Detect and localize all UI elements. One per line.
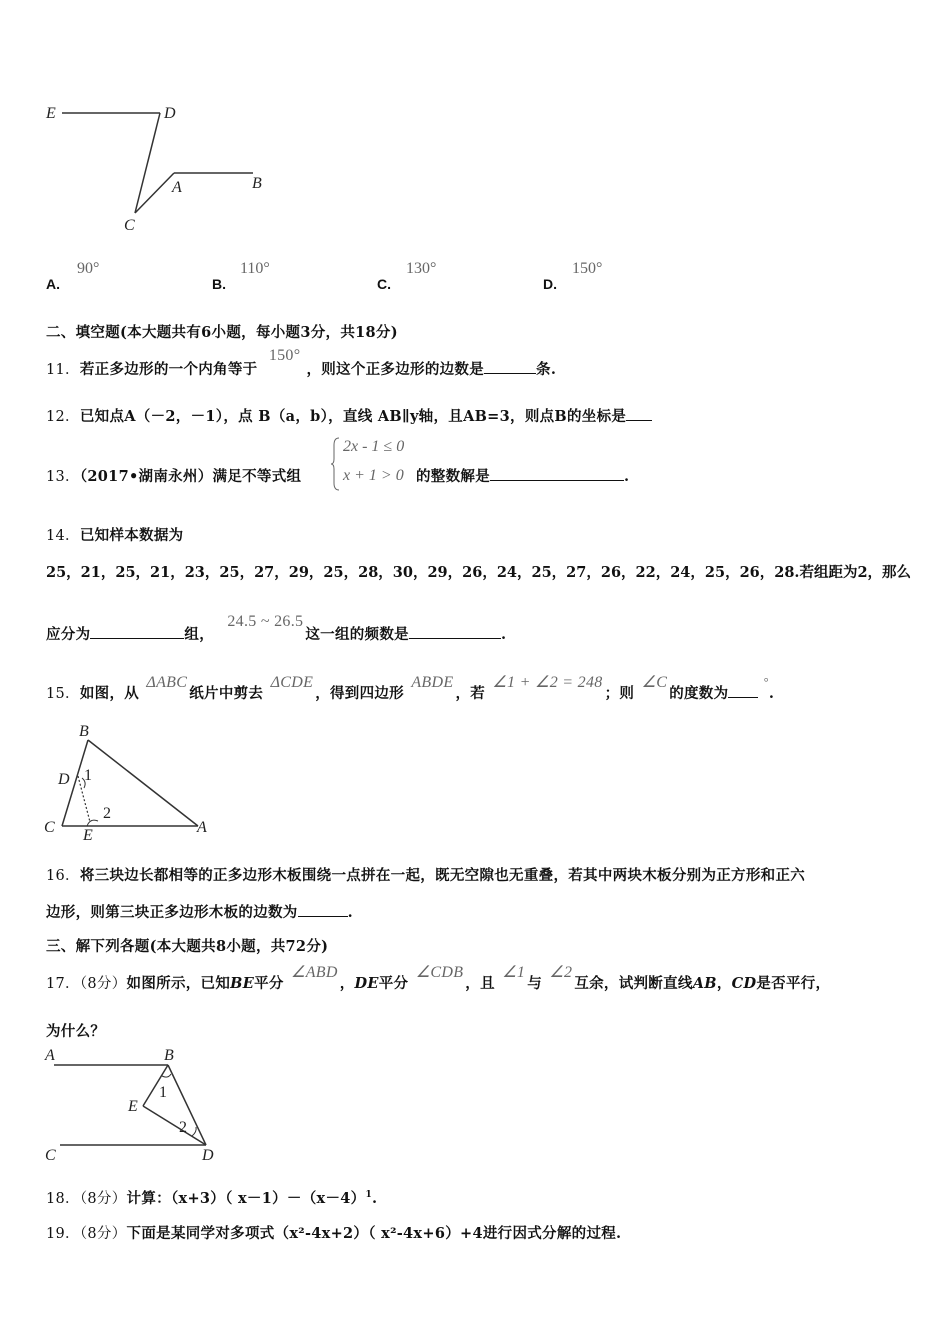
label-1: 1 <box>84 767 92 784</box>
q11-math: 150° <box>268 347 301 364</box>
question-13-tail: 的整数解是 . <box>416 468 630 485</box>
q17-line-2: 为什么？ <box>46 1023 106 1040</box>
q12-answer-blank[interactable] <box>626 406 652 421</box>
question-11: 11．若正多边形的一个内角等于 150°，则这个正多边形的边数是 条. <box>46 347 557 378</box>
option-b-value: 110° <box>240 260 270 277</box>
label-2: 2 <box>103 805 111 822</box>
label-E: E <box>128 1098 138 1115</box>
section-3-heading: 三、解下列各题(本大题共8小题，共72分) <box>46 938 329 955</box>
q13-answer-blank[interactable] <box>490 466 624 481</box>
q15-answer-blank[interactable] <box>728 683 758 698</box>
label-D: D <box>58 771 70 788</box>
option-a-value: 90° <box>77 260 100 277</box>
question-12: 12．已知点A（－2，－1），点 B（a，b），直线 AB∥y轴，且AB=3，则点B的坐标是 <box>46 405 652 426</box>
q11-answer-blank[interactable] <box>484 359 536 374</box>
q16-line-2: 边形，则第三块正多边形木板的边数为 . <box>46 904 353 921</box>
figure-angle-diagram <box>40 95 280 240</box>
q14-math-interval: 24.5 ~ 26.5 <box>227 613 304 630</box>
q13-inequality-1: 2x - 1 ≤ 0 <box>343 438 405 455</box>
label-E: E <box>46 105 56 122</box>
figure-parallel-lines <box>40 1045 230 1170</box>
q13-brace <box>331 437 341 491</box>
segment-CA <box>135 173 174 213</box>
section-2-heading: 二、填空题(本大题共有6小题，每小题3分，共18分) <box>46 324 398 341</box>
option-d-value: 150° <box>572 260 603 277</box>
label-1: 1 <box>159 1084 167 1101</box>
question-18: 18．（8分）计算：（x+3）（ $x-1)-(x-4)^1$. <box>46 1190 378 1207</box>
question-13: 13．（2017•湖南永州）满足不等式组 <box>46 468 302 485</box>
label-A: A <box>197 819 207 836</box>
label-2: 2 <box>179 1119 187 1136</box>
label-C: C <box>45 1147 56 1164</box>
question-19: 19．（8分）下面是某同学对多项式（x²-4x+2）（ x²-4x+6）+4进行因式分解的过程. <box>46 1225 622 1242</box>
label-B: B <box>79 723 89 740</box>
segment-DC <box>135 113 160 213</box>
question-14: 14．已知样本数据为 <box>46 527 184 544</box>
label-A: A <box>45 1047 55 1064</box>
q14-blank-frequency[interactable] <box>409 624 501 639</box>
q14-data-line: 25，21，25，21，23，25，27，29，25，28，30，29，26，24，25，27，26，22，24，25，26，28.若组距为2，那么 <box>46 564 912 581</box>
option-c-value: 130° <box>406 260 437 277</box>
label-E: E <box>83 827 93 844</box>
figure-triangle-abc <box>40 718 220 843</box>
q13-inequality-2: x + 1 > 0 <box>343 467 404 484</box>
q14-line-3: 应分为 组， 24.5 ~ 26.5这一组的频数是 . <box>46 613 507 643</box>
question-15: 15．如图，从 ΔABC纸片中剪去 ΔCDE，得到四边形 ABDE，若 ∠1 + ∠2 = 248；则 ∠C的度数为 °. <box>46 674 775 702</box>
label-A: A <box>172 179 182 196</box>
label-B: B <box>164 1047 174 1064</box>
label-D: D <box>202 1147 214 1164</box>
label-C: C <box>124 217 135 234</box>
question-17: 17．（8分）如图所示，已知BE平分 ∠ABD，DE平分 ∠CDB，且 ∠1与 ∠2互余，试判断直线AB，CD是否平行， <box>46 964 831 992</box>
q14-blank-groups[interactable] <box>90 624 184 639</box>
question-16: 16．将三块边长都相等的正多边形木板围绕一点拼在一起，既无空隙也无重叠，若其中两块木板分别为正方形和正六 <box>46 867 806 884</box>
label-C: C <box>44 819 55 836</box>
label-B: B <box>252 175 262 192</box>
label-D: D <box>164 105 176 122</box>
q16-answer-blank[interactable] <box>298 902 348 917</box>
